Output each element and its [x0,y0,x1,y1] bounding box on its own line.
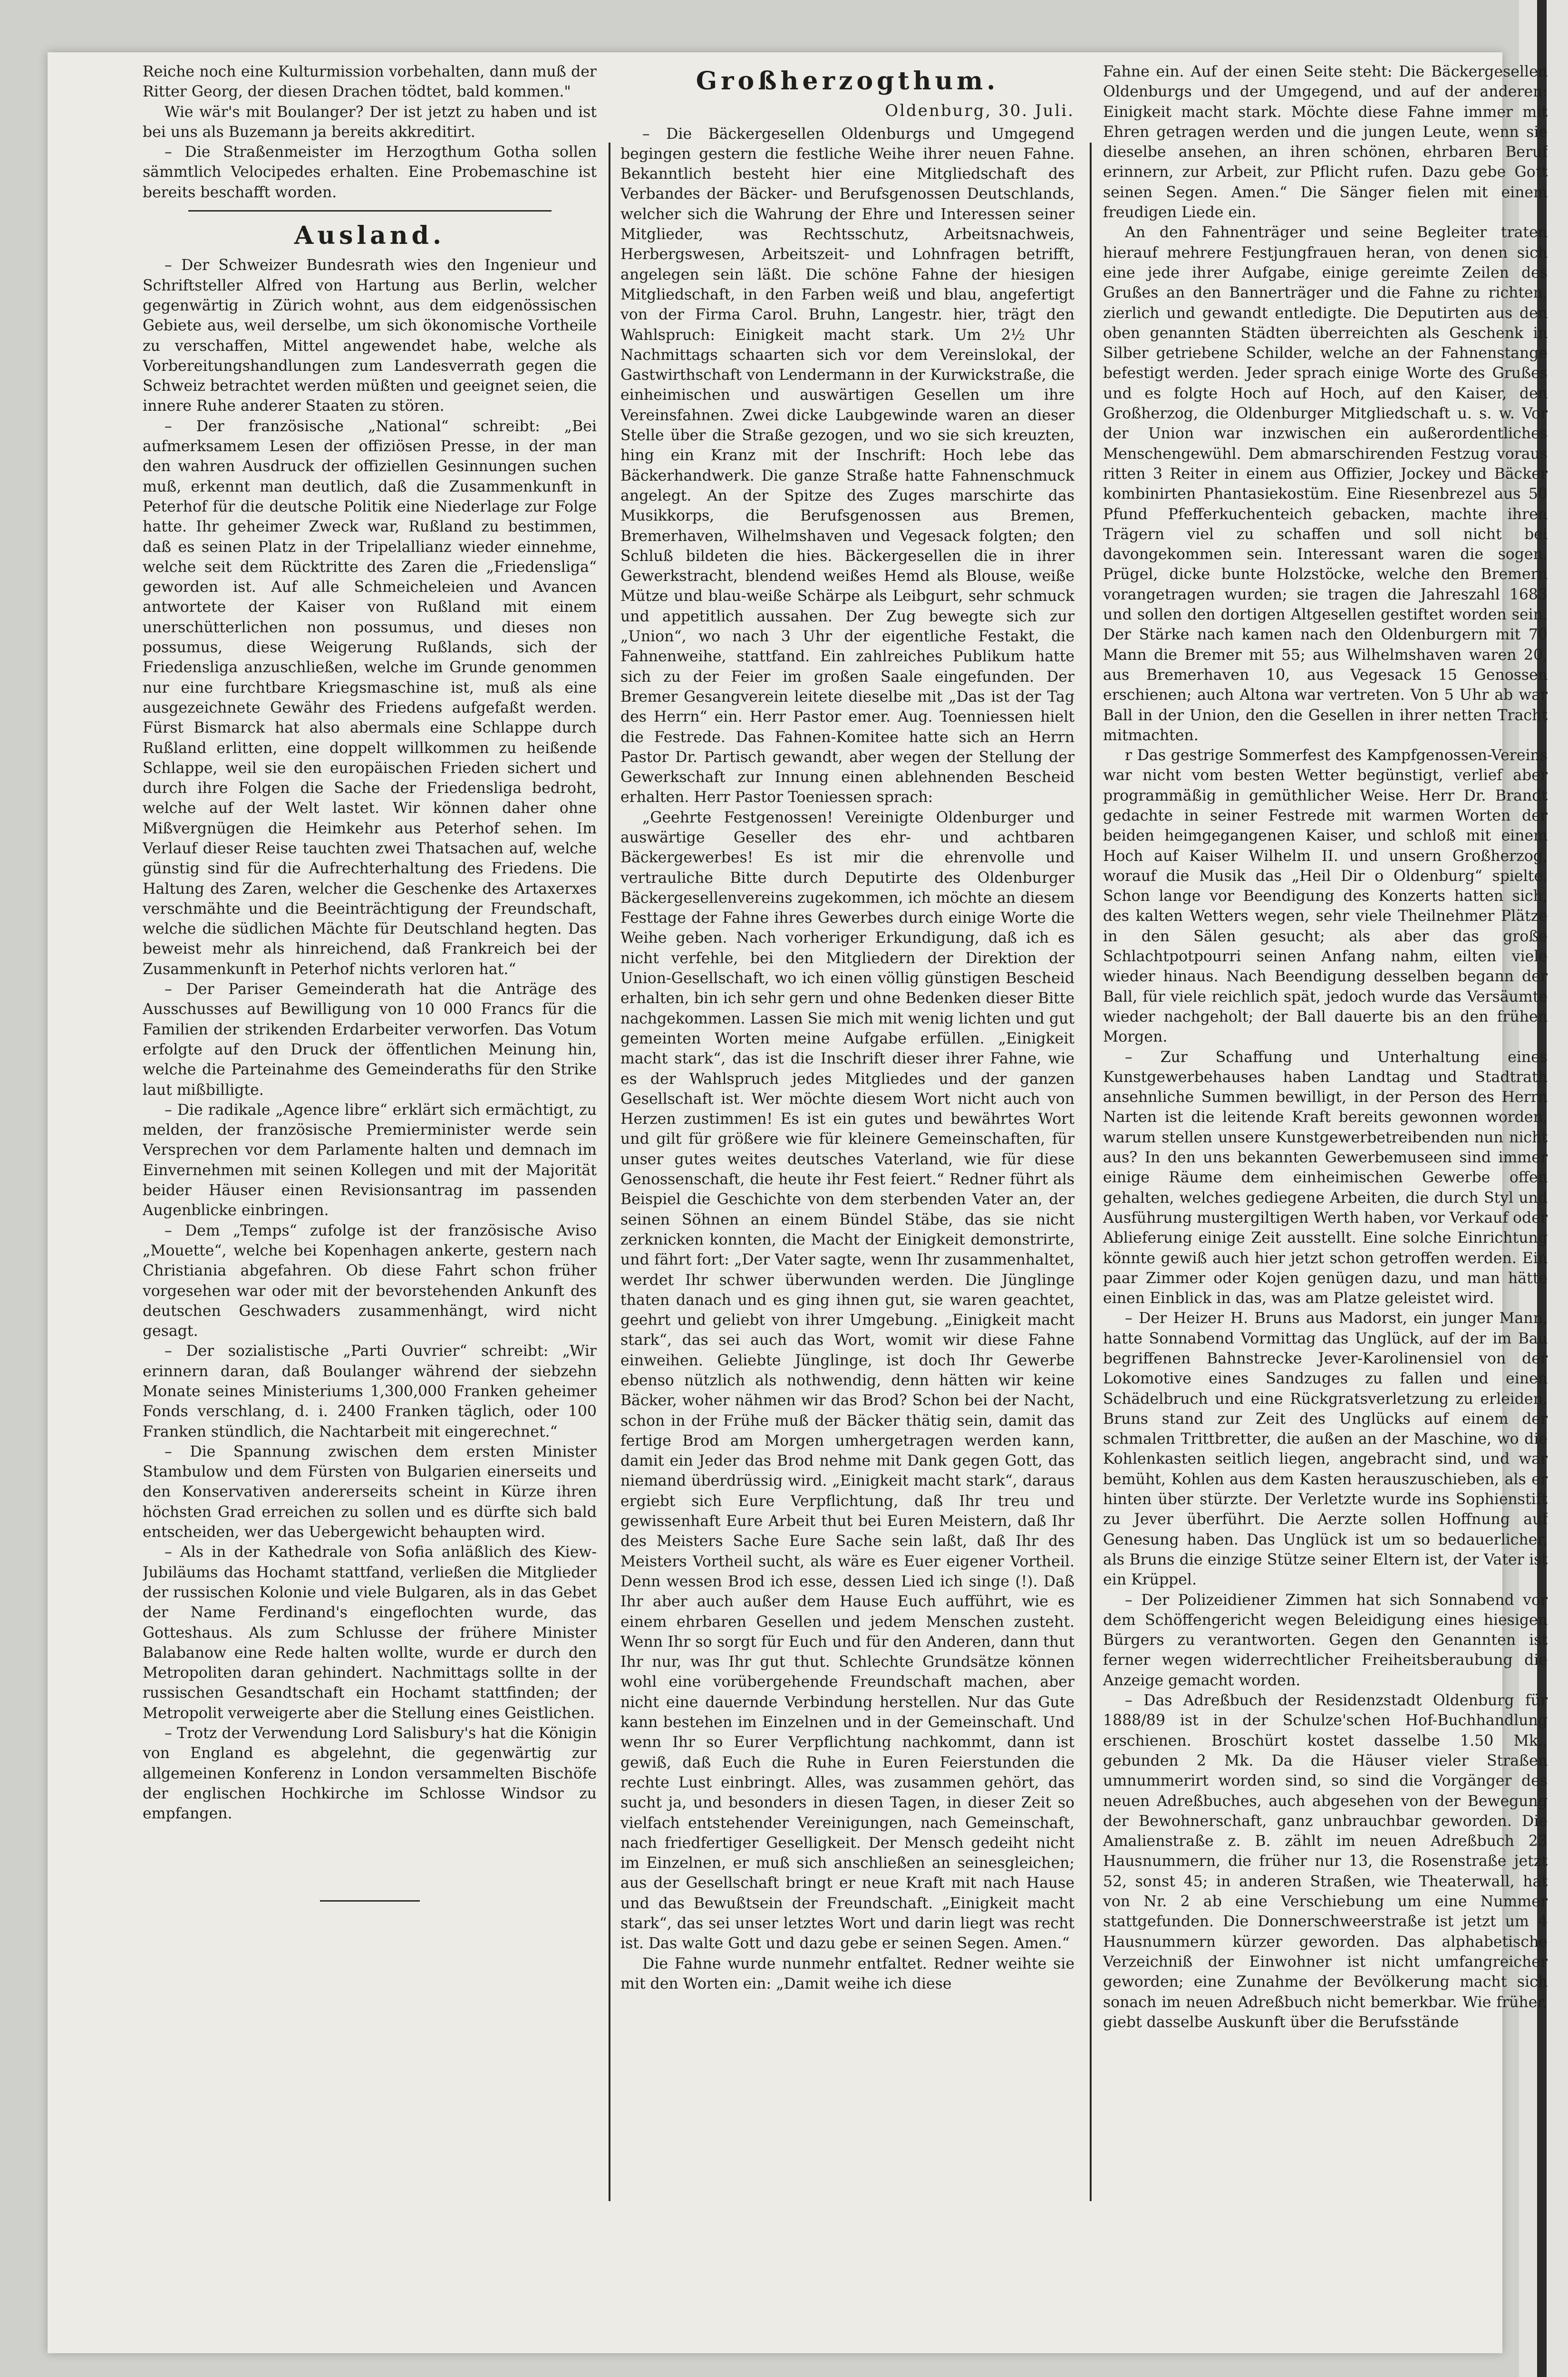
paragraph: – Der Heizer H. Bruns aus Madorst, ein junger Mann, hatte Sonnabend Vormittag das Unglück, auf der im Bau begriffenen Bahnstrecke Jever-Karolinensiel von der Lokomotive eines Sandzuges zu fallen und einen Schädelbruch und eine Rückgratsverletzung zu erleiden. Bruns stand zur Zeit des Unglücks auf einem der schmalen Trittbretter, die außen an der Maschine, wo die Kohlenkasten seitlich liegen, angebracht sind, und war bemüht, Kohlen aus dem Kasten herauszuschieben, als er hinten über stürzte. Der Verletzte wurde ins Sophienstift zu Jever überführt. Die Aerzte sollen Hoffnung auf Genesung haben. Das Unglück ist um so bedauerlicher, als Bruns die einzige Stütze seiner Eltern ist, der Vater ist ein Krüppel. [1103,1310,1548,1589]
paragraph: – Trotz der Verwendung Lord Salisbury's hat die Königin von England es abgelehnt, die gegenwärtig zur allgemeinen Konferenz in London versammelten Bischöfe der englischen Hochkirche im Schlosse Windsor zu empfangen. [143,1725,597,1823]
paragraph: – Der Pariser Gemeinderath hat die Anträge des Ausschusses auf Bewilligung von 10 000 Francs für die Familien der strikenden Erdarbeiter verworfen. Das Votum erfolgte auf den Druck der öffentlichen Meinung hin, welche die Parteinahme des Gemeinderaths für den Strike laut mißbilligte. [143,981,597,1099]
column-2 [620,62,1074,1994]
paragraph: – Die Straßenmeister im Herzogthum Gotha sollen sämmtlich Velocipedes erhalten. Eine Probemaschine ist bereits beschafft worden. [143,144,597,201]
section-heading-ausland: Ausland. [294,221,445,251]
paragraph: – Der Polizeidiener Zimmen hat sich Sonnabend vor dem Schöffengericht wegen Beleidigung eines hiesigen Bürgers zu verantworten. Gegen den Genannten ist ferner wegen widerrechtlicher Freiheitsberaubung die Anzeige gemacht worden. [1103,1591,1548,1689]
column-3 [1103,62,1548,2032]
paragraph: Die Fahne wurde nunmehr entfaltet. Redner weihte sie mit den Worten ein: „Damit weihe ich diese [620,1955,1074,1992]
paragraph: – Zur Schaffung und Unterhaltung eines Kunstgewerbehauses haben Landtag und Stadtrath ansehnliche Summen bewilligt, in der Person des Herrn Narten ist die leitende Kraft bereits gewonnen worden, warum stellen unsere Kunstgewerbetreibenden nun nicht aus? In den uns bekannten Gewerbemuseen sind immer einige Räume dem einheimischen Gewerbe offen gehalten, welches gediegene Arbeiten, die durch Styl und Ausführung mustergiltigen Werth haben, vor Verkauf oder Ablieferung einige Zeit ausstellt. Eine solche Einrichtung könnte gewiß auch hier jetzt schon getroffen werden. Ein paar Zimmer oder Kojen genügen dazu, und man hätte einen Einblick in das, was am Platze geleistet wird. [1103,1048,1548,1307]
paragraph: – Dem „Temps“ zufolge ist der französische Aviso „Mouette“, welche bei Kopenhagen ankerte, gestern nach Christiania abgefahren. Ob diese Fahrt schon früher vorgesehen war oder mit der bevorstehenden Ankunft des deutschen Geschwaders zusammenhängt, wird nicht gesagt. [143,1222,597,1340]
paragraph: – Die Bäckergesellen Oldenburgs und Umgegend begingen gestern die festliche Weihe ihrer neuen Fahne. Bekanntlich besteht hier eine Mitgliedschaft des Verbandes der Bäcker- und Berufsgenossen Deutschlands, welcher sich die Wahrung der Ehre und Interessen seiner Mitglieder, was Rechtsschutz, Arbeitsnachweis, Herbergswesen, Arbeitszeit- und Lohnfragen betrifft, angelegen sein läßt. Die schöne Fahne der hiesigen Mitgliedschaft, in den Farben weiß und blau, angefertigt von der Firma Carol. Bruhn, Langestr. hier, trägt den Wahlspruch: Einigkeit macht stark. Um 2½ Uhr Nachmittags schaarten sich vor dem Vereinslokal, der Gastwirthschaft von Lendermann in der Kurwickstraße, die einheimischen und auswärtigen Gesellen um ihre Vereinsfahnen. Zwei dicke Laubgewinde waren an dieser Stelle über die Straße gezogen, und wo sie sich kreuzten, hing ein Kranz mit der Inschrift: Hoch lebe das Bäckerhandwerk. Die ganze Straße hatte Fahnenschmuck angelegt. An der Spitze des Zuges marschirte das Musikkorps, die Berufsgenossen aus Bremen, Bremerhaven, Wilhelmshaven und Vegesack folgten; den Schluß bildeten die hies. Bäckergesellen die in ihrer Gewerkstracht, blendend weißes Hemd als Blouse, weiße Mütze und blau-weiße Schärpe als Leibgurt, sehr schmuck und appetitlich aussahen. Der Zug bewegte sich zur „Union“, wo nach 3 Uhr der eigentliche Festakt, die Fahnenweihe, stattfand. Ein zahlreiches Publikum hatte sich zu der Feier im großen Saale eingefunden. Der Bremer Gesangverein leitete dieselbe mit „Das ist der Tag des Herrn“ ein. Herr Pastor emer. Aug. Toenniessen hielt die Festrede. Das Fahnen-Komitee hatte sich an Herrn Pastor Dr. Partisch gewandt, aber wegen der Stellung der Gewerkschaft zur Innung einen ablehnenden Bescheid erhalten. Herr Pastor Toeniessen sprach: [620,125,1074,806]
column-divider [1090,143,1092,2201]
paragraph: – Der sozialistische „Parti Ouvrier“ schreibt: „Wir erinnern daran, daß Boulanger während der siebzehn Monate seines Ministeriums 1,300,000 Franken geheimer Fonds verschlang, d. i. 2400 Franken täglich, oder 100 Franken stündlich, die Nachtarbeit mit eingerechnet.“ [143,1343,597,1440]
paragraph: Reiche noch eine Kulturmission vorbehalten, dann muß der Ritter Georg, der diesen Drachen tödtet, bald kommen." [143,63,597,101]
paragraph: An den Fahnenträger und seine Begleiter traten hierauf mehrere Festjungfrauen heran, von denen sich eine jede ihrer Aufgabe, einige gereimte Zeilen des Grußes an den Bannerträger und die Fahne zu richten, zierlich und gewandt entledigte. Die Deputirten aus den oben genannten Städten überreichten als Geschenk in Silber getriebene Schilder, welche an der Fahnenstange befestigt werden. Jeder sprach einige Worte des Grußes und es folgte Hoch auf Hoch, auf den Kaiser, den Großherzog, die Oldenburger Mitgliedschaft u. s. w. Vor der Union war inzwischen ein außerordentliches Menschengewühl. Dem abmarschirenden Festzug voraus ritten 3 Reiter in einem aus Offizier, Jockey und Bäcker kombinirten Phantasiekostüm. Eine Riesenbrezel aus 50 Pfund Pfefferkuchenteich gebacken, machte ihren Trägern viel zu schaffen und soll nicht bei davongekommen sein. Interessant waren die sogen. Prügel, dicke bunte Holzstöcke, welche den Bremern vorangetragen wurden; sie tragen die Jahreszahl 1683 und sollen den dortigen Altgesellen gestiftet worden sein. Der Stärke nach kamen nach den Oldenburgern mit 70 Mann die Bremer mit 55; aus Wilhelmshaven waren 20, aus Bremerhaven 10, aus Vegesack 15 Genossen erschienen; auch Altona war vertreten. Von 5 Uhr ab war Ball in der Union, den die Gesellen in ihrer netten Tracht mitmachten. [1103,224,1548,744]
paragraph: „Geehrte Festgenossen! Vereinigte Oldenburger und auswärtige Geseller des ehr- und achtbaren Bäckergewerbes! Es ist mir die ehrenvolle und vertrauliche Bitte durch Deputirte des Oldenburger Bäckergesellenvereins zugekommen, ich möchte an diesem Festtage der Fahne ihres Gewerbes durch einige Worte die Weihe geben. Nach vorheriger Erkundigung, daß ich es nicht verfehle, bei den Mitgliedern der Direktion der Union-Gesellschaft, wo ich einen völlig günstigen Bescheid erhalten, bin ich sehr gern und ohne Bedenken dieser Bitte nachgekommen. Lassen Sie mich mit wenig lichten und gut gemeinten Worten meine Aufgabe erfüllen. „Einigkeit macht stark“, das ist die Inschrift dieser ihrer Fahne, wie es der Wahlspruch jedes Mitgliedes und der ganzen Gesellschaft ist. Wer möchte diesem Wort nicht auch von Herzen zustimmen! Es ist ein gutes und bewährtes Wort und gilt für größere wie für kleinere Gemeinschaften, für unser gutes weites deutsches Vaterland, wie für diese Genossenschaft, die heute ihr Fest feiert.“ Redner führt als Beispiel die Geschichte von dem sterbenden Vater an, der seinen Söhnen an einem Bündel Stäbe, das sie nicht zerknicken konnten, die Macht der Einigkeit demonstrirte, und fährt fort: „Der Vater sagte, wenn Ihr zusammenhaltet, werdet Ihr schwer überwunden werden. Die Jünglinge thaten danach und es ging ihnen gut, sie waren geachtet, geehrt und geliebt von ihrer Umgebung. „Einigkeit macht stark“, das sei auch das Wort, womit wir diese Fahne einweihen. Geliebte Jünglinge, ist doch Ihr Gewerbe ebenso nützlich als nothwendig, denn hätten wir keine Bäcker, woher nähmen wir das Brod? Schon bei der Nacht, schon in der Frühe muß der Bäcker thätig sein, damit das fertige Brod am Morgen umhergetragen werden kann, damit ein Jeder das Brod nehme mit Dank gegen Gott, das niemand überdrüssig wird. „Einigkeit macht stark“, daraus ergiebt sich Eure Verpflichtung, daß Ihr treu und gewissenhaft Eure Arbeit thut bei Euren Meistern, daß Ihr des Meisters Sache Eure Sache sein laßt, daß Ihr des Meisters Vortheil sucht, als wäre es Euer eigener Vortheil. Denn wessen Brod ich esse, dessen Lied ich singe (!). Daß Ihr aber auch außer dem Hause Euch aufführt, wie es einem ehrbaren Gesellen und jedem Menschen zusteht. Wenn Ihr so sorgt für Euch und für den Anderen, dann thut Ihr nur, was Ihr gut thut. Schlechte Grundsätze können wohl eine vorübergehende Freundschaft machen, aber nicht eine dauernde Verbindung herstellen. Nur das Gute kann bestehen im Einzelnen und in der Gemeinschaft. Und wenn Ihr so Eurer Verpflichtung nachkommt, dann ist gewiß, daß Euch die Ruhe in Euren Feierstunden die rechte Lust einbringt. Alles, was zusammen gehört, das sucht ja, und besonders in diesen Tagen, in dieser Zeit so vielfach entstehender Vereinigungen, nach Gemeinschaft, nach friedfertiger Geselligkeit. Der Mensch gedeiht nicht im Einzelnen, er muß sich anschließen an seinesgleichen; aus der Gesellschaft bringt er neue Kraft mit nach Hause und das Bewußtsein der Freundschaft. „Einigkeit macht stark“, das sei unser letztes Wort und darin liegt was recht ist. Das walte Gott und dazu gebe er seinen Segen. Amen.“ [620,809,1074,1952]
paragraph: Wie wär's mit Boulanger? Der ist jetzt zu haben und ist bei uns als Buzemann ja bereits akkreditirt. [143,103,597,141]
section-rule [188,210,552,212]
paragraph: – Die Spannung zwischen dem ersten Minister Stambulow und dem Fürsten von Bulgarien einerseits und den Konservativen andererseits scheint in Kürze ihren höchsten Grad erreichen zu sollen und es dürfte sich bald entscheiden, wer das Uebergewicht behaupten wird. [143,1443,597,1541]
paragraph: – Die radikale „Agence libre“ erklärt sich ermächtigt, zu melden, der französische Premierminister werde sein Versprechen vor dem Parlamente halten und demnach im Einvernehmen mit seinen Kollegen und mit der Majorität beider Häuser einen Revisionsantrag im passenden Augenblicke einbringen. [143,1101,597,1219]
end-rule [320,1900,420,1902]
dateline: Oldenburg, 30. Juli. [885,101,1074,121]
paragraph: – Als in der Kathedrale von Sofia anläßlich des Kiew-Jubiläums das Hochamt stattfand, verließen die Mitglieder der russischen Kolonie und viele Bulgaren, als in das Gebet der Name Ferdinand's eingeflochten wurde, das Gotteshaus. Als zum Schlusse der frühere Minister Balabanow eine Rede halten wollte, wurde er durch den Metropoliten daran gehindert. Nachmittags sollte in der russischen Gesandtschaft ein Hochamt stattfinden; der Metropolit verweigerte aber die Stellung eines Geistlichen. [143,1544,597,1722]
paragraph: Fahne ein. Auf der einen Seite steht: Die Bäckergesellen Oldenburgs und der Umgegend, und auf der anderen: Einigkeit macht stark. Möchte diese Fahne immer mit Ehren getragen werden und die jungen Leute, wenn sie dieselbe ansehen, an ihren schönen, ehrbaren Beruf erinnern, zur Arbeit, zur Pflicht rufen. Dazu gebe Gott seinen Segen. Amen.“ Die Sänger fielen mit einem freudigen Liede ein. [1103,63,1548,222]
paragraph: – Der französische „National“ schreibt: „Bei aufmerksamem Lesen der offiziösen Presse, in der man den wahren Ausdruck der offiziellen Gesinnungen suchen muß, erkennt man deutlich, daß die Zusammenkunft in Peterhof für die deutsche Politik eine Niederlage zur Folge hatte. Ihr geheimer Zweck war, Rußland zu bestimmen, daß es seinen Platz in der Tripelallianz wieder einnehme, welche seit dem Rücktritte des Zaren die „Friedensliga“ geworden ist. Auf alle Schmeicheleien und Avancen antwortete der Kaiser von Rußland mit einem unerschütterlichen non possumus, und dieses non possumus, diese Weigerung Rußlands, sich der Friedensliga anzuschließen, welche im Grunde genommen nur eine furchtbare Kriegsmaschine ist, muß als eine ausgezeichnete Gewähr des Friedens aufgefaßt werden. Fürst Bismarck hat also abermals eine Schlappe durch Rußland erlitten, eine doppelt willkommen zu heißende Schlappe, weil sie den europäischen Frieden sichert und durch ihre Folgen die Sache der Friedensliga bedroht, welche auf der Welt lastet. Wir können daher ohne Mißvergnügen die Heimkehr aus Peterhof sehen. Im Verlauf dieser Reise tauchten zwei Thatsachen auf, welche günstig sind für die Aufrechterhaltung des Friedens. Die Haltung des Zaren, welcher die Geschenke des Artaxerxes verschmähte und die Beeinträchtigung der Freundschaft, welche die südlichen Mächte für Deutschland hegten. Das beweist mehr als hinreichend, daß Frankreich bei der Zusammenkunft in Peterhof nichts verloren hat.“ [143,417,597,978]
column-1 [143,62,597,1902]
column-divider [609,143,610,2201]
paragraph: – Der Schweizer Bundesrath wies den Ingenieur und Schriftsteller Alfred von Hartung aus Berlin, welcher gegenwärtig in Zürich wohnt, aus dem eidgenössischen Gebiete aus, weil derselbe, um sich ökonomische Vortheile zu verschaffen, Mittel angewendet habe, welche als Vorbereitungshandlungen zum Landesverrath gegen die Schweiz betrachtet werden müßten und geeignet seien, die innere Ruhe anderer Staaten zu stören. [143,257,597,415]
paragraph: r Das gestrige Sommerfest des Kampfgenossen-Vereins war nicht vom besten Wetter begünstigt, verlief aber programmäßig in gemüthlicher Weise. Herr Dr. Brandt gedachte in seiner Festrede mit warmen Worten der beiden heimgegangenen Kaiser, und schloß mit einem Hoch auf Kaiser Wilhelm II. und unsern Großherzog, worauf die Musik das „Heil Dir o Oldenburg“ spielte. Schon lange vor Beendigung des Konzerts hatten sich, des kalten Wetters wegen, sehr viele Theilnehmer Plätze in den Sälen gesucht; als aber das große Schlachtpotpourri seinen Anfang nahm, eilten viele wieder hinaus. Nach Beendigung desselben begann der Ball, für viele reichlich spät, jedoch wurde das Versäumte wieder nachgeholt; der Ball dauerte bis an den frühen Morgen. [1103,747,1548,1046]
paragraph: – Das Adreßbuch der Residenzstadt Oldenburg für 1888/89 ist in der Schulze'schen Hof-Buchhandlung erschienen. Broschürt kostet dasselbe 1.50 Mk., gebunden 2 Mk. Da die Häuser vieler Straßen umnummerirt worden sind, so sind die Vorgänger des neuen Adreßbuches, auch abgesehen von der Bewegung der Bewohnerschaft, ganz unbrauchbar geworden. Die Amalienstraße z. B. zählt im neuen Adreßbuch 23 Hausnummern, die früher nur 13, die Rosenstraße jetzt 52, sonst 45; in anderen Straßen, wie Theaterwall, hat von Nr. 2 ab eine Verschiebung um eine Nummer stattgefunden. Die Donnerschweerstraße ist jetzt um 4 Hausnummern kürzer geworden. Das alphabetische Verzeichniß der Einwohner ist nicht umfangreicher geworden; eine Zunahme der Bevölkerung macht sich sonach im neuen Adreßbuch nicht bemerkbar. Wie früher, giebt dasselbe Auskunft über die Berufsstände [1103,1692,1548,2031]
section-heading-grossherzogthum: Großherzogthum. [696,67,999,96]
